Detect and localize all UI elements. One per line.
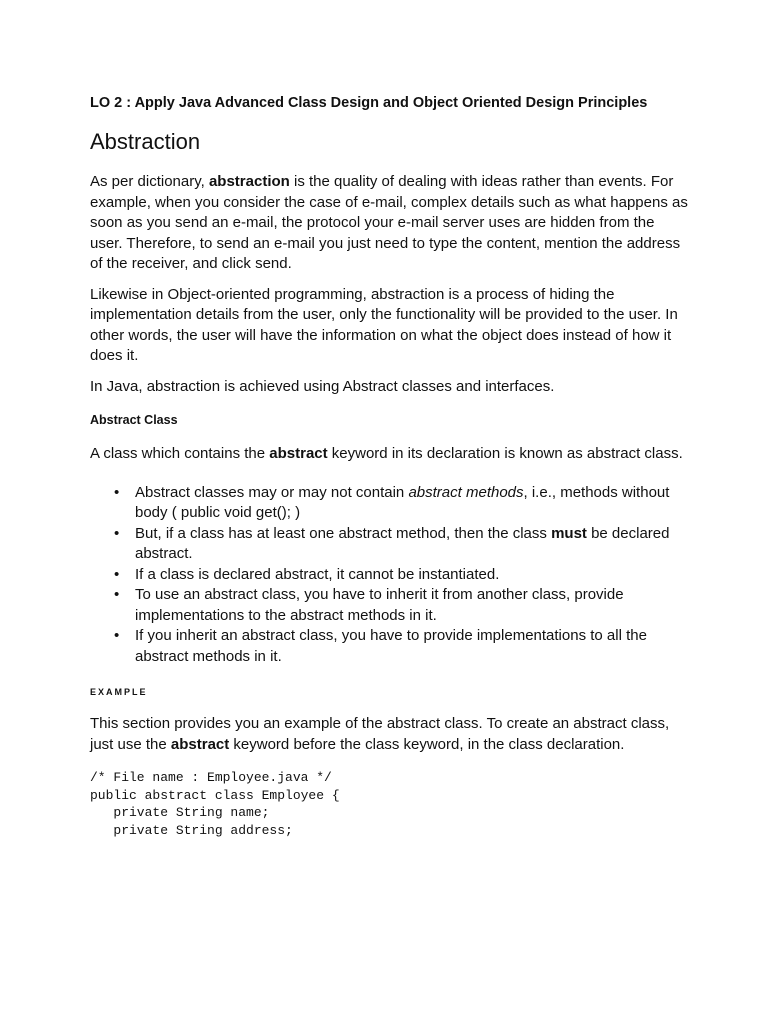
bold-term: abstraction [208,173,290,190]
section-heading: Abstraction [90,129,201,154]
italic-term: abstract methods [408,483,524,501]
text-span: A class which contains the [90,445,270,462]
bullet-icon: • [114,565,120,583]
paragraph-abstract-class [90,444,690,465]
list-item [90,585,690,626]
bullet-icon: • [114,524,120,542]
text-span: is the quality of dealing with ideas rather than events. For example, when you consider the case of e-mail, complex details such as what happens as soon as you send an e-mail, the protocol your e-mail server uses are hidden from the user. Therefore, to send an e-mail you just need to type the content, mention the address of the receiver, and click send. [90,173,688,272]
paragraph-definition [90,172,690,275]
subheading-abstract-class: Abstract Class [90,413,178,427]
bold-term: abstract [269,445,328,462]
text-span: keyword in its declaration is known as abstract class. [327,445,683,462]
bold-term: must [551,524,587,542]
text-span: If you inherit an abstract class, you have to provide implementations to all the abstract methods in it. [135,627,647,665]
text-span: If a class is declared abstract, it cannot be instantiated. [135,565,500,583]
text-span: As per dictionary, [90,173,209,190]
text-span: But, if a class has at least one abstract method, then the class [135,524,552,542]
text-span: Abstract classes may or may not contain [135,483,409,501]
example-label: EXAMPLE [90,687,148,697]
text-span: keyword before the class keyword, in the class declaration. [229,735,625,753]
code-line: public abstract class Employee { [90,787,340,803]
text-span: , i.e., methods without body ( public void get(); ) [135,483,670,521]
learning-outcome-title: LO 2 : Apply Java Advanced Class Design and Object Oriented Design Principles [90,95,648,111]
paragraph-java: In Java, abstraction is achieved using Abstract classes and interfaces. [90,377,555,395]
text-span: To use an abstract class, you have to inherit it from another class, provide implementations to the abstract methods in it. [135,586,624,624]
list-item [90,483,690,524]
text-span: be declared abstract. [135,524,670,562]
bold-term: abstract [170,735,230,753]
bullet-icon: • [114,627,120,644]
code-block [90,769,690,839]
list-item [90,524,690,565]
list-item [90,565,690,586]
document-content [90,93,690,839]
code-line: private String name; [90,805,270,820]
list-item [90,626,690,667]
code-line: /* File name : Employee.java */ [90,770,332,785]
code-line: private String address; [90,822,293,838]
bullet-icon: • [114,483,120,501]
bullet-list [90,483,690,668]
text-span: This section provides you an example of the abstract class. To create an abstract class, just use the [90,715,670,753]
paragraph-oop: Likewise in Object-oriented programming, abstraction is a process of hiding the implementation details from the user, only the functionality will be provided to the user. In other words, the user will have the information on what the object does instead of how it does it. [90,285,678,364]
paragraph-example [90,714,690,755]
bullet-icon: • [114,586,120,603]
